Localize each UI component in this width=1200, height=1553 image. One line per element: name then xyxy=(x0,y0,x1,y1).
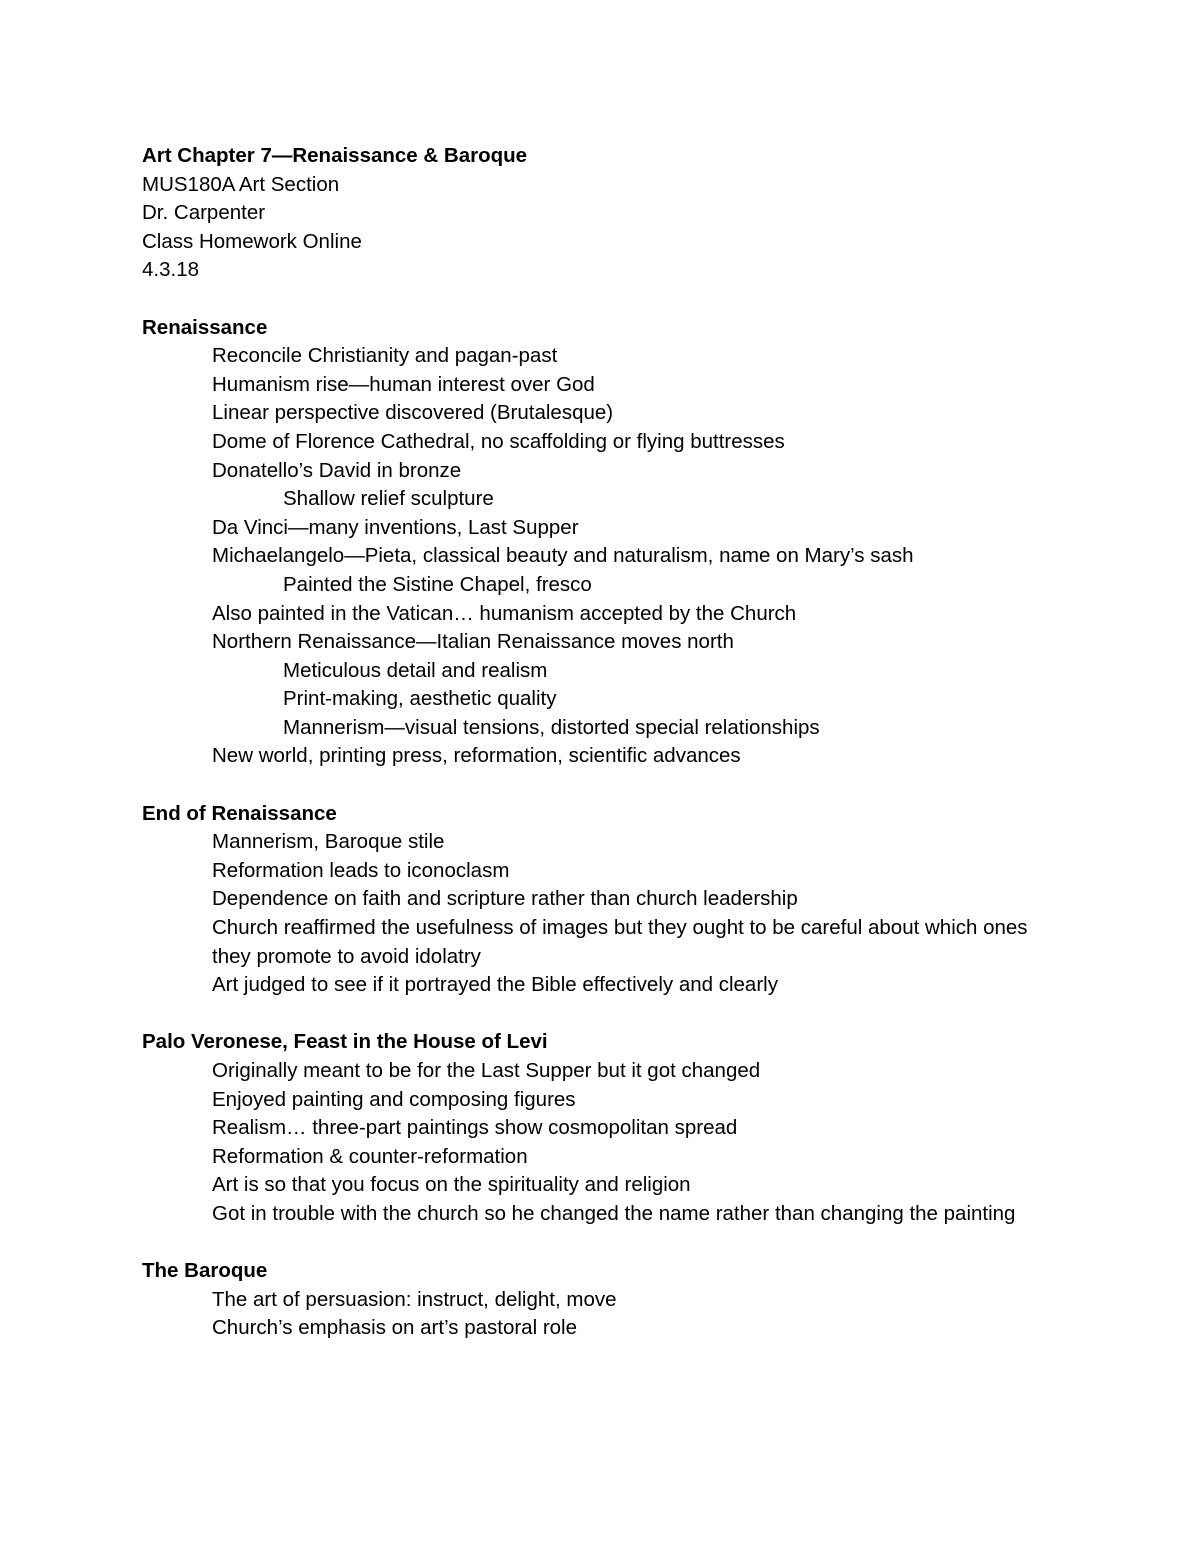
bullet-item: Church reaffirmed the usefulness of images but they ought to be careful about which ones they promote to avoid idolatry xyxy=(212,916,1028,968)
document-title: Art Chapter 7—Renaissance & Baroque xyxy=(142,144,528,167)
bullet-item: Linear perspective discovered (Brutalesque) xyxy=(212,401,614,425)
bullet-item: Dependence on faith and scripture rather than church leadership xyxy=(212,887,798,911)
instructor-name: Dr. Carpenter xyxy=(142,201,266,225)
bullet-item: Da Vinci—many inventions, Last Supper xyxy=(212,515,579,539)
bullet-item: Humanism rise—human interest over God xyxy=(212,372,595,396)
bullet-item: Originally meant to be for the Last Supper but it got changed xyxy=(212,1059,761,1082)
bullet-item: Art judged to see if it portrayed the Bible effectively and clearly xyxy=(212,973,778,997)
bullet-item: Realism… three-part paintings show cosmopolitan spread xyxy=(212,1116,738,1140)
bullet-item: The art of persuasion: instruct, delight, move xyxy=(212,1287,617,1311)
bullet-item: Northern Renaissance—Italian Renaissance moves north xyxy=(212,630,734,654)
notes-section xyxy=(142,314,1042,772)
document-header xyxy=(142,142,1042,285)
sub-bullet-item: Print-making, aesthetic quality xyxy=(283,687,557,711)
bullet-item: Got in trouble with the church so he changed the name rather than changing the painting xyxy=(212,1201,1016,1225)
section-heading: Renaissance xyxy=(142,315,268,339)
bullet-item: Mannerism, Baroque stile xyxy=(212,830,445,854)
course-name: MUS180A Art Section xyxy=(142,172,340,196)
notes-section xyxy=(142,1028,1042,1228)
document-date: 4.3.18 xyxy=(142,258,199,282)
assignment-name: Class Homework Online xyxy=(142,229,362,253)
bullet-item: Reconcile Christianity and pagan-past xyxy=(212,344,558,368)
bullet-item: Art is so that you focus on the spirituality and religion xyxy=(212,1173,691,1197)
sub-bullet-item: Shallow relief sculpture xyxy=(283,487,494,511)
bullet-item: Church’s emphasis on art’s pastoral role xyxy=(212,1316,578,1340)
notes-section xyxy=(142,800,1042,1000)
bullet-item: Enjoyed painting and composing figures xyxy=(212,1087,576,1111)
sub-bullet-item: Painted the Sistine Chapel, fresco xyxy=(283,572,592,596)
bullet-item: Michaelangelo—Pieta, classical beauty and naturalism, name on Mary’s sash xyxy=(212,544,914,568)
bullet-item: New world, printing press, reformation, scientific advances xyxy=(212,744,741,768)
bullet-item: Also painted in the Vatican… humanism accepted by the Church xyxy=(212,601,797,625)
bullet-item: Reformation leads to iconoclasm xyxy=(212,858,510,882)
section-heading: The Baroque xyxy=(142,1259,268,1283)
section-heading: Palo Veronese, Feast in the House of Levi xyxy=(142,1030,548,1054)
sub-bullet-item: Mannerism—visual tensions, distorted special relationships xyxy=(283,715,820,739)
bullet-item: Reformation & counter-reformation xyxy=(212,1144,528,1168)
notes-body xyxy=(142,314,1042,1343)
notes-section xyxy=(142,1257,1042,1343)
bullet-item: Donatello’s David in bronze xyxy=(212,458,462,482)
bullet-item: Dome of Florence Cathedral, no scaffolding or flying buttresses xyxy=(212,429,785,453)
sub-bullet-item: Meticulous detail and realism xyxy=(283,658,548,682)
section-heading: End of Renaissance xyxy=(142,801,337,825)
document-page xyxy=(142,142,1042,1343)
